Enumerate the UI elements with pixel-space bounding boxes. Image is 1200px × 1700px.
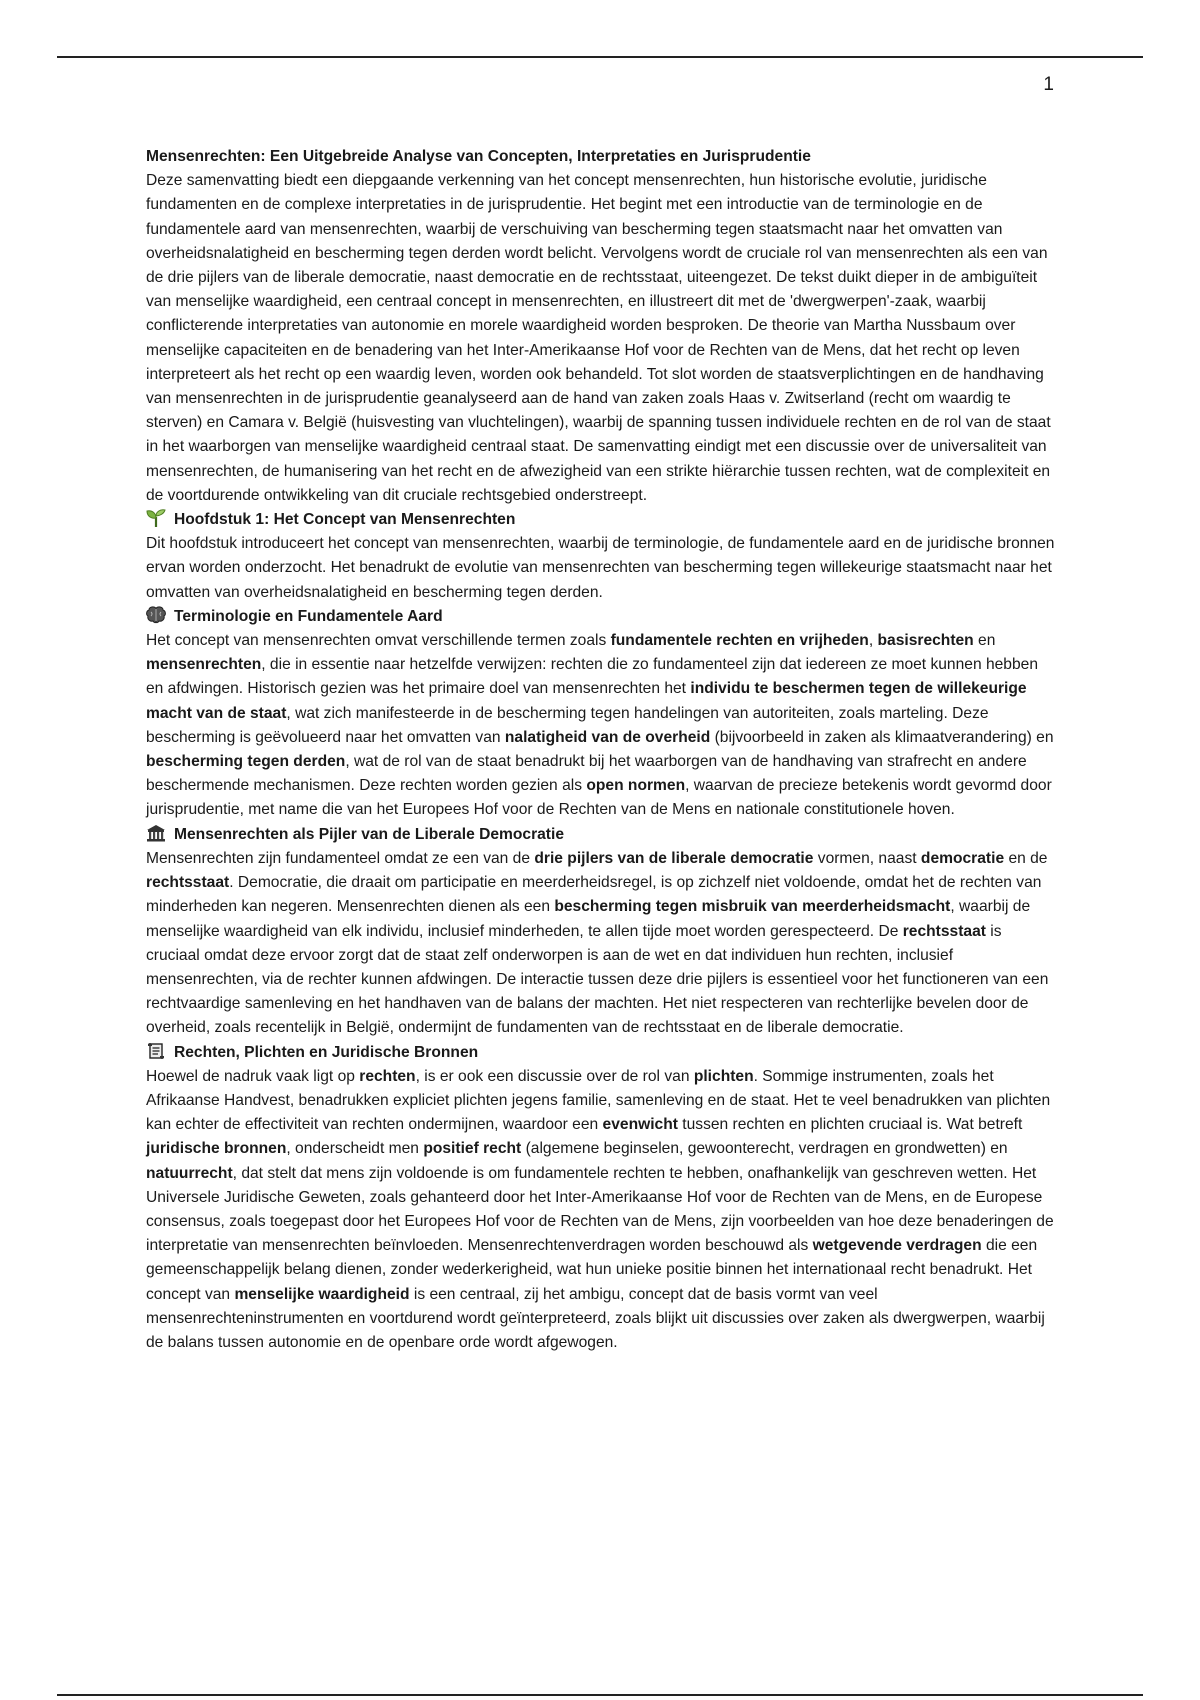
footer-rule bbox=[57, 1694, 1143, 1696]
chapter1-heading-text: Hoofdstuk 1: Het Concept van Mensenrechten bbox=[174, 511, 516, 529]
terminology-heading bbox=[146, 605, 1056, 629]
document-title: Mensenrechten: Een Uitgebreide Analyse van Concepten, Interpretaties en Jurisprudentie bbox=[146, 148, 811, 165]
terminology-paragraph: Het concept van mensenrechten omvat verschillende termen zoals fundamentele rechten en vrijheden, basisrechten en mensenrechten, die in essentie naar hetzelfde verwijzen: rechten die zo fundamenteel zijn dat iedereen ze moet kunnen hebben en afdwingen. Historisch gezien was het primaire doel van mensenrechten het individu te beschermen tegen de willekeurige macht van de staat, wat zich manifesteerde in de bescherming tegen handelingen van autoriteiten, zoals marteling. Deze bescherming is geëvolueerd naar het omvatten van nalatigheid van de overheid (bijvoorbeeld in zaken als klimaatverandering) en bescherming tegen derden, wat de rol van de staat benadrukt bij het waarborgen van de handhaving van strafrecht en andere beschermende mechanismen. Deze rechten worden gezien als open normen, waarvan de precieze betekenis wordt gevormd door jurisprudentie, met name die van het Europees Hof voor de Rechten van de Mens en nationale constitutionele hoven. bbox=[146, 632, 1054, 819]
classical-building-icon bbox=[146, 824, 168, 842]
democracy-heading-text: Mensenrechten als Pijler van de Liberale Democratie bbox=[174, 825, 565, 843]
terminology-heading-text: Terminologie en Fundamentele Aard bbox=[174, 607, 443, 625]
document-body bbox=[146, 145, 1056, 1355]
sources-paragraph: Hoewel de nadruk vaak ligt op rechten, is er ook een discussie over de rol van plichten. Sommige instrumenten, zoals het Afrikaanse Handvest, benadrukken expliciet plichten jegens familie, samenleving en de staat. Het te veel benadrukken van plichten kan echter de effectiviteit van rechten ondermijnen, waardoor een evenwicht tussen rechten en plichten cruciaal is. Wat betreft juridische bronnen, onderscheidt men positief recht (algemene beginselen, gewoonterecht, verdragen en grondwetten) en natuurrecht, dat stelt dat mens zijn voldoende is om fundamentele rechten te hebben, onafhankelijk van geschreven wetten. Het Universele Juridische Geweten, zoals gehanteerd door het Inter-Amerikaanse Hof voor de Rechten van de Mens, en de Europese consensus, zoals toegepast door het Europees Hof voor de Rechten van de Mens, zijn voorbeelden van hoe deze benaderingen de interpretatie van mensenrechten beïnvloeden. Mensenrechtenverdragen worden beschouwd als wetgevende verdragen die een gemeenschappelijk belang dienen, zonder wederkerigheid, wat hun unieke positie binnen het internationaal recht benadrukt. Het concept van menselijke waardigheid is een centraal, zij het ambigu, concept dat de basis vormt van veel mensenrechteninstrumenten en voortdurend wordt geïnterpreteerd, zoals blijkt uit discussies over zaken als dwergwerpen, waarbij de balans tussen autonomie en de openbare orde wordt afgewogen. bbox=[146, 1067, 1054, 1351]
democracy-heading bbox=[146, 823, 1056, 847]
chapter1-heading bbox=[146, 508, 1056, 532]
chapter1-paragraph: Dit hoofdstuk introduceert het concept van mensenrechten, waarbij de terminologie, de fundamentele aard en de juridische bronnen ervan worden onderzocht. Het benadrukt de evolutie van mensenrechten van bescherming tegen willekeurige staatsmacht naar het omvatten van overheidsnalatigheid en bescherming tegen derden. bbox=[146, 535, 1055, 601]
seedling-icon bbox=[146, 509, 168, 527]
header-rule bbox=[57, 56, 1143, 58]
sources-heading-text: Rechten, Plichten en Juridische Bronnen bbox=[174, 1043, 479, 1061]
scroll-icon bbox=[146, 1042, 168, 1060]
page-number: 1 bbox=[1043, 74, 1054, 95]
democracy-paragraph: Mensenrechten zijn fundamenteel omdat ze een van de drie pijlers van de liberale democratie vormen, naast democratie en de rechtsstaat. Democratie, die draait om participatie en meerderheidsregel, is op zichzelf niet voldoende, omdat het de rechten van minderheden kan negeren. Mensenrechten dienen als een bescherming tegen misbruik van meerderheidsmacht, waarbij de menselijke waardigheid van elk individu, inclusief minderheden, te allen tijde moet worden gerespecteerd. De rechtsstaat is cruciaal omdat deze ervoor zorgt dat de staat zelf onderworpen is aan de wet en dat individuen hun rechten, inclusief mensenrechten, via de rechter kunnen afdwingen. De interactie tussen deze drie pijlers is essentieel voor het functioneren van een rechtvaardige samenleving en het handhaven van de balans der machten. Het niet respecteren van rechterlijke bevelen door de overheid, zoals recentelijk in België, ondermijnt de fundamenten van de rechtsstaat en de liberale democratie. bbox=[146, 849, 1049, 1037]
intro-paragraph: Deze samenvatting biedt een diepgaande verkenning van het concept mensenrechten, hun historische evolutie, juridische fundamenten en de complexe interpretaties in de jurisprudentie. Het begint met een introductie van de terminologie en de fundamentele aard van mensenrechten, waarbij de verschuiving van bescherming tegen staatsmacht naar het omvatten van overheidsnalatigheid en bescherming tegen derden wordt belicht. Vervolgens wordt de cruciale rol van mensenrechten als een van de drie pijlers van de liberale democratie, naast democratie en de rechtsstaat, uiteengezet. De tekst duikt dieper in de ambiguïteit van menselijke waardigheid, een centraal concept in mensenrechten, en illustreert dit met de 'dwergwerpen'-zaak, waarbij conflicterende interpretaties van autonomie en morele waardigheid worden besproken. De theorie van Martha Nussbaum over menselijke capaciteiten en de benadering van het Inter-Amerikaanse Hof voor de Rechten van de Mens, dat het recht op leven interpreteert als het recht op een waardig leven, worden ook behandeld. Tot slot worden de staatsverplichtingen en de handhaving van mensenrechten in de jurisprudentie geanalyseerd aan de hand van zaken zoals Haas v. Zwitserland (recht om waardig te sterven) en Camara v. België (huisvesting van vluchtelingen), waarbij de spanning tussen individuele rechten en de rol van de staat in het waarborgen van menselijke waardigheid centraal staat. De samenvatting eindigt met een discussie over de universaliteit van mensenrechten, de humanisering van het recht en de afwezigheid van een strikte hiërarchie tussen rechten, wat de complexiteit en de voortdurende ontwikkeling van dit cruciale rechtsgebied onderstreept. bbox=[146, 172, 1051, 504]
brain-icon bbox=[146, 606, 168, 624]
sources-heading bbox=[146, 1041, 1056, 1065]
